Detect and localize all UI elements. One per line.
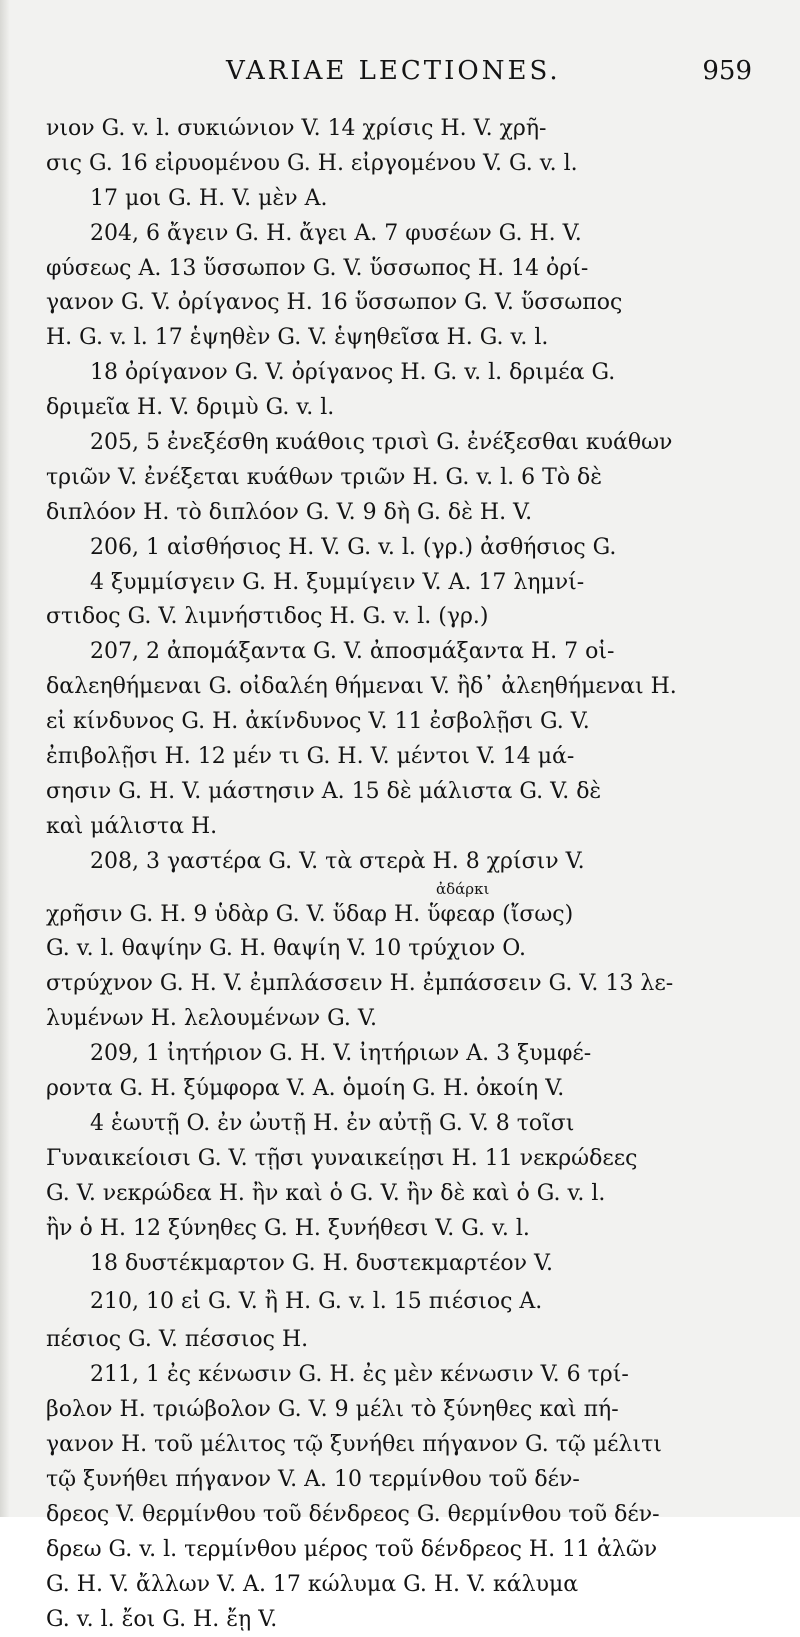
text-line: 211, 1 ἐς κένωσιν G. H. ἐς μὲν κένωσιν V. 6 τρί- [90, 1362, 629, 1388]
text-line: σις G. 16 εἰρυομένου G. H. εἰργομένου V. G. v. l. [46, 150, 578, 176]
text-line: λυμένων H. λελουμένων G. V. [46, 1006, 377, 1032]
text-line: G. H. V. ἄλλων V. A. 17 κώλυμα G. H. V. κάλυμα [46, 1571, 579, 1597]
page-header [40, 56, 760, 96]
running-title: VARIAE LECTIONES. [226, 56, 561, 86]
text-line: 205, 5 ἐνεξέσθη κυάθοις τρισὶ G. ἐνέξεσθαι κυάθων [90, 430, 673, 456]
text-line: G. v. l. ἔοι G. H. ἔῃ V. [46, 1606, 278, 1632]
text-line: 206, 1 αἰσθήσιος H. V. G. v. l. (γρ.) ἀσθήσιος G. [90, 534, 617, 560]
text-line: γανον H. τοῦ μέλιτος τῷ ξυνήθει πήγανον G. τῷ μέλιτι [46, 1432, 662, 1458]
text-line: γανον G. V. ὀρίγανος H. 16 ὕσσωπον G. V. ὕσσωπος [46, 290, 623, 316]
text-line: καὶ μάλιστα H. [46, 813, 218, 839]
text-line: σησιν G. H. V. μάστησιν A. 15 δὲ μάλιστα G. V. δὲ [46, 778, 602, 804]
text-line: χρῆσιν G. H. 9 ὑδὰρ G. V. ὕδαρ H. ὕφεαρ (ἴσως) [46, 901, 574, 927]
text-line: βολον H. τριώβολον G. V. 9 μέλι τὸ ξύνηθες καὶ πή- [46, 1397, 619, 1423]
text-line: G. V. νεκρώδεα H. ἢν καὶ ὁ G. V. ἢν δὲ καὶ ὁ G. v. l. [46, 1180, 606, 1206]
text-line: δρεος V. θερμίνθου τοῦ δένδρεος G. θερμίνθου τοῦ δέν- [46, 1501, 660, 1527]
text-line: G. v. l. θαψίην G. H. θαψίη V. 10 τρύχιον O. [46, 936, 527, 962]
text-line: ἐπιβολῇσι H. 12 μέν τι G. H. V. μέντοι V. 14 μά- [46, 744, 575, 770]
text-line: 18 ὀρίγανον G. V. ὀρίγανος H. G. v. l. δριμέα G. [90, 360, 616, 386]
text-line: 209, 1 ἰητήριον G. H. V. ἰητήριων A. 3 ξυμφέ- [90, 1041, 592, 1067]
text-line: 17 μοι G. H. V. μὲν A. [90, 185, 328, 211]
text-line: δριμεῖα H. V. δριμὺ G. v. l. [46, 395, 335, 421]
text-line: δρεω G. v. l. τερμίνθου μέρος τοῦ δένδρεος H. 11 ἀλῶν [46, 1536, 658, 1562]
text-line: πέσιος G. V. πέσσιος H. [46, 1327, 309, 1353]
text-line: 208, 3 γαστέρα G. V. τὰ στερὰ H. 8 χρίσιν V. [90, 848, 585, 874]
text-line: 210, 10 εἰ G. V. ἢ H. G. v. l. 15 πιέσιος A. [90, 1289, 543, 1315]
text-line: 204, 6 ἄγειν G. H. ἄγει A. 7 φυσέων G. H. V. [90, 220, 582, 246]
interlinear-note: ἀδάρκι [436, 879, 490, 898]
text-line: τριῶν V. ἐνέξεται κυάθων τριῶν H. G. v. l. 6 Τὸ δὲ [46, 464, 603, 490]
text-line: νιον G. v. l. συκιώνιον V. 14 χρίσις H. V. χρῆ- [46, 116, 547, 141]
text-line: ἢν ὁ H. 12 ξύνηθες G. H. ξυνήθεσι V. G. v. l. [46, 1215, 530, 1241]
text-line: δαλεηθήμεναι G. οἰδαλέη θήμεναι V. ἢδ᾽ ἀλεηθήμεναι H. [46, 674, 677, 700]
page-number: 959 [702, 56, 752, 86]
text-line: 4 ἑωυτῇ O. ἐν ὠυτῇ H. ἐν αὐτῇ G. V. 8 τοῖσι [90, 1110, 575, 1136]
text-line: 4 ξυμμίσγειν G. H. ξυμμίγειν V. A. 17 λημνί- [90, 569, 585, 595]
text-line: στιδος G. V. λιμνήστιδος H. G. v. l. (γρ.) [46, 604, 489, 630]
text-line: φύσεως A. 13 ὕσσωπον G. V. ὕσσωπος H. 14 ὀρί- [46, 255, 589, 281]
text-line: τῷ ξυνήθει πήγανον V. A. 10 τερμίνθου τοῦ δέν- [46, 1466, 580, 1492]
text-line: εἰ κίνδυνος G. H. ἀκίνδυνος V. 11 ἐσβολῇσι G. V. [46, 709, 590, 735]
text-line: διπλόον H. τὸ διπλόον G. V. 9 δὴ G. δὲ H. V. [46, 499, 533, 525]
text-line: 207, 2 ἀπομάξαντα G. V. ἀποσμάξαντα H. 7 οἱ- [90, 639, 615, 665]
text-line: 18 δυστέκμαρτον G. H. δυστεκμαρτέον V. [90, 1250, 554, 1276]
apparatus-text [46, 112, 758, 1637]
text-line: Γυναικείοισι G. V. τῇσι γυναικείῃσι H. 11 νεκρώδεες [46, 1145, 638, 1171]
text-line: H. G. v. l. 17 ἑψηθὲν G. V. ἑψηθεῖσα H. G. v. l. [46, 325, 549, 351]
text-line: ροντα G. H. ξύμφορα V. A. ὁμοίη G. H. ὀκοίη V. [46, 1076, 565, 1102]
text-line: στρύχνον G. H. V. ἐμπλάσσειν H. ἐμπάσσειν G. V. 13 λε- [46, 971, 674, 997]
